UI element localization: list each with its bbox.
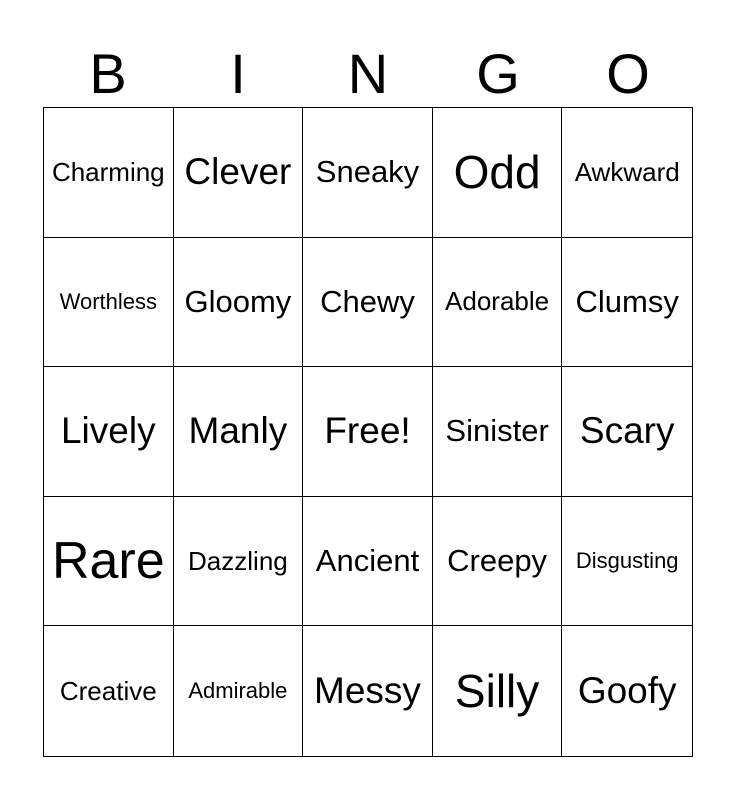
bingo-cell-r1-c4[interactable]: Odd (433, 108, 563, 238)
header-letter-b: B (89, 42, 127, 105)
bingo-cell-r2-c4[interactable]: Adorable (433, 238, 563, 368)
bingo-cell-r5-c3[interactable]: Messy (303, 626, 433, 756)
bingo-cell-r5-c2[interactable]: Admirable (174, 626, 304, 756)
bingo-cell-r3-c3[interactable]: Free! (303, 367, 433, 497)
bingo-cell-r2-c1[interactable]: Worthless (44, 238, 174, 368)
bingo-cell-r4-c3[interactable]: Ancient (303, 497, 433, 627)
bingo-cell-r3-c2[interactable]: Manly (174, 367, 304, 497)
bingo-cell-r5-c4[interactable]: Silly (433, 626, 563, 756)
bingo-cell-r3-c1[interactable]: Lively (44, 367, 174, 497)
bingo-cell-r4-c2[interactable]: Dazzling (174, 497, 304, 627)
bingo-cell-r3-c4[interactable]: Sinister (433, 367, 563, 497)
header-letter-o: O (606, 42, 650, 105)
bingo-cell-r2-c5[interactable]: Clumsy (562, 238, 692, 368)
header-letter-g: G (476, 42, 520, 105)
header-letter-i: I (230, 42, 246, 105)
bingo-cell-r4-c5[interactable]: Disgusting (562, 497, 692, 627)
header-letter-n: N (347, 42, 389, 105)
bingo-cell-r1-c2[interactable]: Clever (174, 108, 304, 238)
bingo-cell-r1-c3[interactable]: Sneaky (303, 108, 433, 238)
bingo-cell-r1-c1[interactable]: Charming (44, 108, 174, 238)
bingo-cell-r4-c1[interactable]: Rare (44, 497, 174, 627)
bingo-board (43, 107, 693, 757)
bingo-cell-r4-c4[interactable]: Creepy (433, 497, 563, 627)
bingo-header (43, 40, 693, 108)
bingo-cell-r2-c2[interactable]: Gloomy (174, 238, 304, 368)
bingo-cell-r3-c5[interactable]: Scary (562, 367, 692, 497)
bingo-cell-r1-c5[interactable]: Awkward (562, 108, 692, 238)
bingo-cell-r5-c5[interactable]: Goofy (577, 670, 677, 712)
bingo-cell-r5-c1[interactable]: Creative (44, 626, 174, 756)
bingo-cell-r2-c3[interactable]: Chewy (303, 238, 433, 368)
